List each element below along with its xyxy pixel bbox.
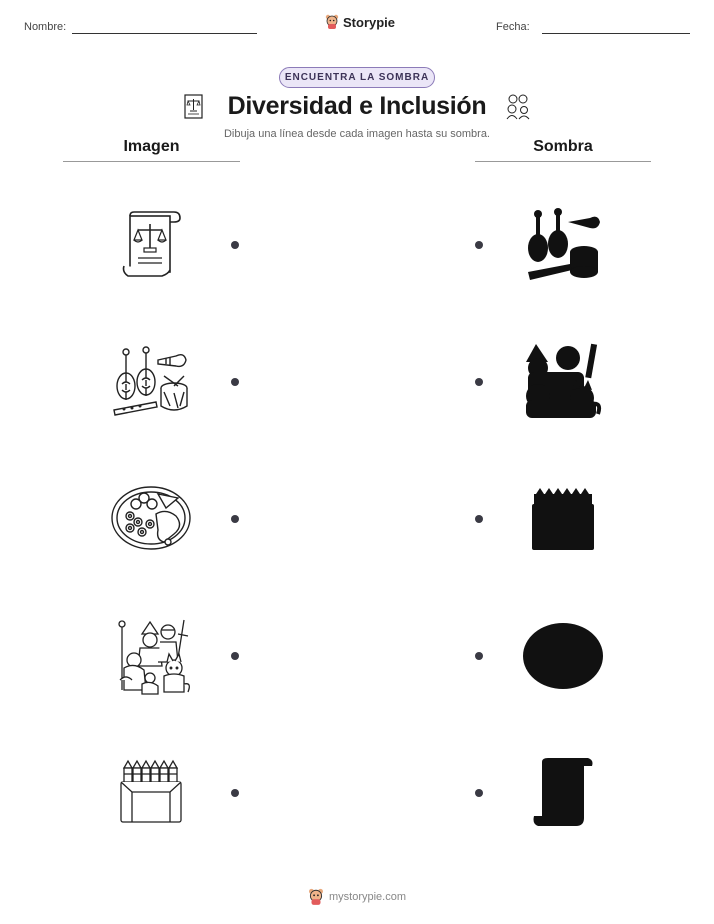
crayon-box-shadow[interactable] [530,486,596,552]
date-label: Fecha: [496,21,530,33]
image-dot-5[interactable] [231,789,239,797]
food-platter-shadow[interactable] [522,622,604,690]
scales-of-justice-scroll-icon[interactable] [118,210,184,280]
date-input-line[interactable] [542,33,690,34]
image-dot-1[interactable] [231,241,239,249]
footer [0,888,714,906]
column-header-shadow: Sombra [533,138,593,155]
column-header-image: Imagen [123,138,180,155]
crayon-box-icon[interactable] [118,758,184,826]
group-friends-small-icon [503,91,533,121]
name-label: Nombre: [24,21,67,33]
diverse-group-shadow[interactable] [522,342,602,422]
musical-instruments-shadow[interactable] [524,208,604,282]
image-dot-3[interactable] [231,515,239,523]
shadow-dot-3[interactable] [475,515,483,523]
image-dot-4[interactable] [231,652,239,660]
name-input-line[interactable] [72,33,257,34]
column-rule-left [63,161,240,162]
column-rule-right [475,161,651,162]
bear-mascot-icon [325,14,339,30]
shadow-dot-1[interactable] [475,241,483,249]
page-title: Diversidad e Inclusión [227,92,487,120]
shadow-dot-5[interactable] [475,789,483,797]
shadow-dot-4[interactable] [475,652,483,660]
musical-instruments-icon[interactable] [112,346,192,420]
shadow-dot-2[interactable] [475,378,483,386]
footer-url[interactable]: mystorypie.com [328,891,407,903]
food-platter-icon[interactable] [110,484,192,552]
activity-badge: ENCUENTRA LA SOMBRA [279,67,435,88]
instructions: Dibuja una línea desde cada imagen hasta su sombra. [223,128,490,140]
footer-bear-icon [308,888,324,906]
diverse-group-of-friends-icon[interactable] [112,618,192,696]
brand-logo [325,14,395,30]
brand-name: Storypie [343,14,396,30]
image-dot-2[interactable] [231,378,239,386]
scroll-shadow[interactable] [532,758,594,828]
